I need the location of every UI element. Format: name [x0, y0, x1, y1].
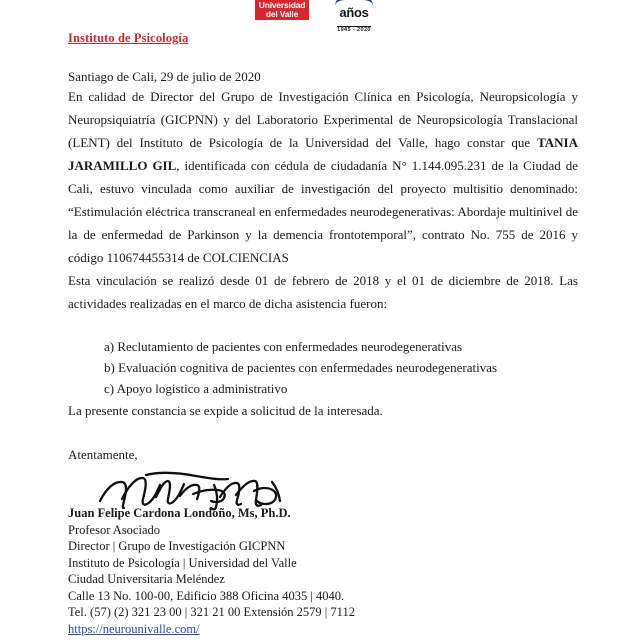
- closing-salutation: Atentamente,: [68, 447, 138, 462]
- activities-list: [68, 336, 578, 399]
- paragraph-main-part2: , identificada con cédula de ciudadanía N° 1.144.095.231 de la Ciudad de Cali, estuvo vinculada como auxiliar de investigación del proyecto multisitio denominado: “Estimulación eléctrica transcraneal en enfermedades neurodegenerativas: Abordaje multinivel de la de enfermedad de Parkinson y la demencia frontotemporal”, contrato No. 755 de 2016 y código 110674455314 de COLCIENCIAS: [68, 158, 578, 265]
- document-body: [68, 0, 578, 637]
- signatory-role: Director | Grupo de Investigación GICPNN: [68, 539, 286, 553]
- signatory-campus: Ciudad Universitaria Meléndez: [68, 572, 225, 586]
- logo-line-1: Universidad: [258, 0, 306, 10]
- signatory-title: Profesor Asociado: [68, 522, 160, 537]
- anniversary-word: años: [339, 5, 369, 20]
- signatory-name: Juan Felipe Cardona Londoño, Ms, Ph.D.: [68, 506, 291, 520]
- handwritten-signature-icon: [96, 467, 286, 511]
- list-item: b) Evaluación cognitiva de pacientes con enfermedades neurodegenerativas: [104, 360, 498, 375]
- dateline: Santiago de Cali, 29 de julio de 2020: [68, 69, 261, 84]
- list-item: a) Reclutamiento de pacientes con enfermedades neurodegenerativas: [104, 339, 463, 354]
- paragraph-main: [68, 85, 578, 269]
- paragraph-final: La presente constancia se expide a solicitud de la interesada.: [68, 403, 383, 418]
- logo-line-2: del Valle: [265, 9, 299, 19]
- paragraph-vinculacion: Esta vinculación se realizó desde 01 de febrero de 2018 y el 01 de diciembre de 2018. Las actividades realizadas en el marco de dicha asistencia fueron:: [68, 273, 578, 311]
- signatory-website-link[interactable]: https://neurounivalle.com/: [68, 621, 200, 636]
- department-title: Instituto de Psicología: [68, 31, 189, 45]
- signature-area: [68, 467, 578, 505]
- paragraph-main-part1: En calidad de Director del Grupo de Investigación Clínica en Psicología, Neuropsicología y Neuropsiquiatría (GICPNN) y del Laboratorio Experimental de Neuropsicología Translacional (LENT) del Instituto de Psicología de la Universidad del Valle, hago constar que: [68, 89, 578, 150]
- signatory-address: Calle 13 No. 100-00, Edificio 388 Oficina 4035 | 4040.: [68, 588, 345, 603]
- person-name: TANIA JARAMILLO GIL: [68, 135, 578, 173]
- anniversary-years: 1945 - 2020: [337, 27, 371, 33]
- list-item: c) Apoyo logistico a administrativo: [104, 381, 288, 396]
- signature-block: [68, 505, 578, 637]
- signatory-phone: Tel. (57) (2) 321 23 00 | 321 21 00 Extensión 2579 | 7112: [68, 605, 355, 619]
- signatory-affiliation: Instituto de Psicología | Universidad del Valle: [68, 555, 297, 570]
